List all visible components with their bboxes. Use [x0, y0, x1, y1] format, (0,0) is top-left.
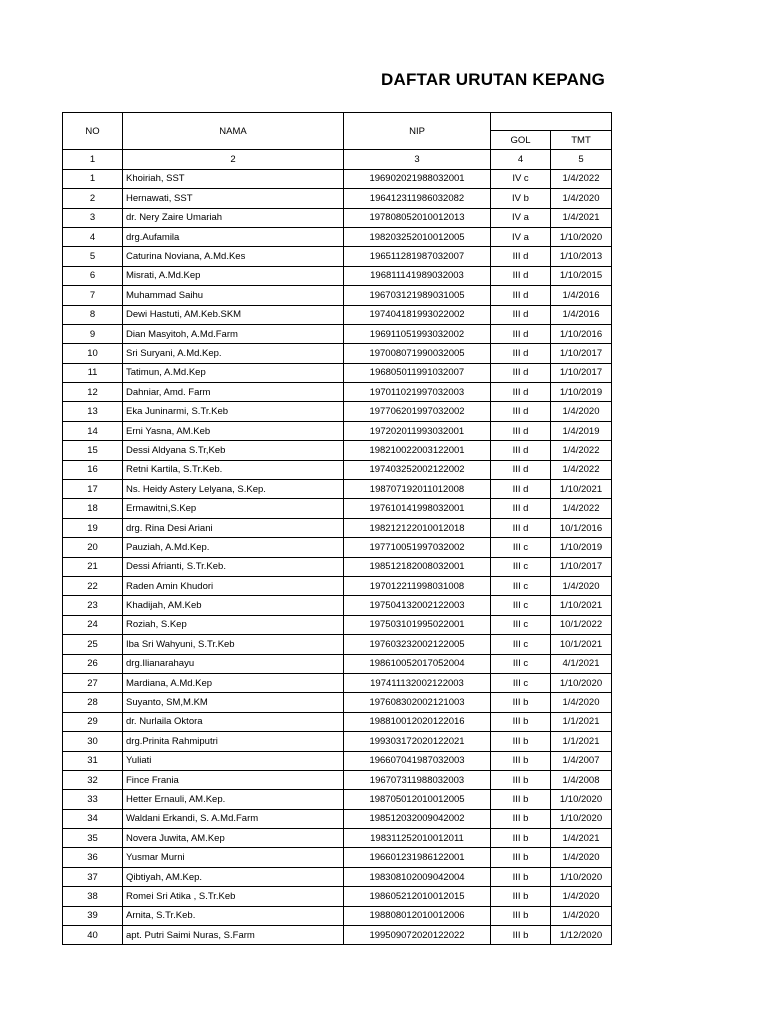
row-gol: III b	[491, 887, 551, 906]
row-nip: 196911051993032002	[344, 324, 491, 343]
row-nip: 198707192011012008	[344, 480, 491, 499]
row-nip: 197808052010012013	[344, 208, 491, 227]
row-nama: Iba Sri Wahyuni, S.Tr.Keb	[123, 635, 344, 654]
row-gol: III d	[491, 363, 551, 382]
table-row	[63, 421, 612, 440]
employee-rank-table	[62, 112, 612, 945]
row-tmt: 1/4/2020	[551, 576, 612, 595]
row-gol: III b	[491, 770, 551, 789]
table-body	[63, 169, 612, 945]
row-nip: 196511281987032007	[344, 247, 491, 266]
row-no: 35	[63, 829, 123, 848]
row-tmt: 1/10/2020	[551, 227, 612, 246]
row-nama: drg.Ilianarahayu	[123, 654, 344, 673]
row-nama: Khadijah, AM.Keb	[123, 596, 344, 615]
row-no: 12	[63, 383, 123, 402]
row-nip: 196707311988032003	[344, 770, 491, 789]
row-nip: 196805011991032007	[344, 363, 491, 382]
row-tmt: 1/4/2020	[551, 906, 612, 925]
row-no: 19	[63, 518, 123, 537]
row-nama: Dewi Hastuti, AM.Keb.SKM	[123, 305, 344, 324]
row-tmt: 1/4/2016	[551, 305, 612, 324]
row-gol: III d	[491, 421, 551, 440]
row-nip: 198212122010012018	[344, 518, 491, 537]
row-tmt: 1/10/2019	[551, 538, 612, 557]
row-nama: Eka Juninarmi, S.Tr.Keb	[123, 402, 344, 421]
row-tmt: 1/10/2019	[551, 383, 612, 402]
row-nip: 197202011993032001	[344, 421, 491, 440]
row-nama: Hernawati, SST	[123, 189, 344, 208]
row-nip: 196902021988032001	[344, 169, 491, 188]
row-gol: III c	[491, 596, 551, 615]
row-nip: 196811141989032003	[344, 266, 491, 285]
row-nip: 198311252010012011	[344, 829, 491, 848]
row-gol: III d	[491, 480, 551, 499]
row-tmt: 1/10/2016	[551, 324, 612, 343]
row-gol: III b	[491, 751, 551, 770]
row-nama: Mardiana, A.Md.Kep	[123, 673, 344, 692]
row-tmt: 1/4/2020	[551, 402, 612, 421]
table-row	[63, 208, 612, 227]
row-gol: III b	[491, 809, 551, 828]
table-row	[63, 227, 612, 246]
row-gol: III c	[491, 654, 551, 673]
row-gol: III d	[491, 383, 551, 402]
row-tmt: 1/4/2008	[551, 770, 612, 789]
table-row	[63, 887, 612, 906]
table-row	[63, 305, 612, 324]
table-row	[63, 247, 612, 266]
table-row	[63, 518, 612, 537]
row-no: 15	[63, 441, 123, 460]
row-gol: III c	[491, 615, 551, 634]
row-nip: 197404181993022002	[344, 305, 491, 324]
table-row	[63, 926, 612, 945]
row-gol: III d	[491, 518, 551, 537]
row-gol: III b	[491, 867, 551, 886]
row-no: 8	[63, 305, 123, 324]
row-nama: Novera Juwita, AM.Kep	[123, 829, 344, 848]
row-gol: III d	[491, 499, 551, 518]
row-tmt: 1/10/2021	[551, 596, 612, 615]
row-no: 1	[63, 169, 123, 188]
row-gol: IV a	[491, 227, 551, 246]
row-gol: III b	[491, 906, 551, 925]
row-no: 11	[63, 363, 123, 382]
row-tmt: 1/10/2020	[551, 809, 612, 828]
table-row	[63, 189, 612, 208]
table-row	[63, 344, 612, 363]
row-nama: Romei Sri Atika , S.Tr.Keb	[123, 887, 344, 906]
row-nip: 198605212010012015	[344, 887, 491, 906]
header-no: NO	[63, 113, 123, 150]
row-tmt: 10/1/2021	[551, 635, 612, 654]
column-number: 4	[491, 150, 551, 169]
row-tmt: 1/4/2020	[551, 848, 612, 867]
row-gol: IV c	[491, 169, 551, 188]
row-nama: Raden Amin Khudori	[123, 576, 344, 595]
row-gol: III d	[491, 402, 551, 421]
column-number: 5	[551, 150, 612, 169]
table-row	[63, 809, 612, 828]
row-no: 5	[63, 247, 123, 266]
row-tmt: 1/10/2020	[551, 673, 612, 692]
row-tmt: 1/4/2020	[551, 887, 612, 906]
row-no: 25	[63, 635, 123, 654]
header-tmt: TMT	[551, 131, 612, 150]
row-gol: III c	[491, 635, 551, 654]
row-no: 23	[63, 596, 123, 615]
row-gol: III b	[491, 926, 551, 945]
row-tmt: 1/4/2022	[551, 499, 612, 518]
row-no: 40	[63, 926, 123, 945]
column-number: 2	[123, 150, 344, 169]
row-no: 6	[63, 266, 123, 285]
table-row	[63, 615, 612, 634]
header-gol: GOL	[491, 131, 551, 150]
table-row	[63, 712, 612, 731]
row-no: 26	[63, 654, 123, 673]
row-gol: III d	[491, 247, 551, 266]
row-no: 21	[63, 557, 123, 576]
row-nip: 197608302002121003	[344, 693, 491, 712]
row-no: 20	[63, 538, 123, 557]
row-no: 14	[63, 421, 123, 440]
header-nama: NAMA	[123, 113, 344, 150]
table-row	[63, 829, 612, 848]
table-row	[63, 286, 612, 305]
row-nip: 198512182008032001	[344, 557, 491, 576]
row-nama: Dessi Aldyana S.Tr,Keb	[123, 441, 344, 460]
row-nama: Tatimun, A.Md.Kep	[123, 363, 344, 382]
table-row	[63, 906, 612, 925]
row-no: 7	[63, 286, 123, 305]
row-nip: 198808012010012006	[344, 906, 491, 925]
row-nama: Muhammad Saihu	[123, 286, 344, 305]
table-row	[63, 848, 612, 867]
row-nama: dr. Nery Zaire Umariah	[123, 208, 344, 227]
column-number: 3	[344, 150, 491, 169]
row-no: 16	[63, 460, 123, 479]
row-nama: apt. Putri Saimi Nuras, S.Farm	[123, 926, 344, 945]
row-no: 30	[63, 732, 123, 751]
row-gol: III d	[491, 324, 551, 343]
row-tmt: 1/4/2007	[551, 751, 612, 770]
row-nama: Roziah, S.Kep	[123, 615, 344, 634]
row-tmt: 10/1/2016	[551, 518, 612, 537]
row-gol: III b	[491, 829, 551, 848]
row-no: 10	[63, 344, 123, 363]
table-row	[63, 635, 612, 654]
row-gol: III d	[491, 286, 551, 305]
row-nama: drg.Aufamila	[123, 227, 344, 246]
row-nama: Yusmar Murni	[123, 848, 344, 867]
table-row	[63, 867, 612, 886]
row-nip: 197503101995022001	[344, 615, 491, 634]
header-nip: NIP	[344, 113, 491, 150]
table-row	[63, 383, 612, 402]
row-no: 29	[63, 712, 123, 731]
row-tmt: 1/10/2021	[551, 480, 612, 499]
row-nip: 198512032009042002	[344, 809, 491, 828]
row-nip: 197504132002122003	[344, 596, 491, 615]
row-gol: III d	[491, 460, 551, 479]
header-pangkat-group	[491, 113, 612, 131]
row-no: 31	[63, 751, 123, 770]
row-tmt: 1/4/2019	[551, 421, 612, 440]
table-row	[63, 790, 612, 809]
row-gol: III b	[491, 712, 551, 731]
row-tmt: 1/10/2017	[551, 557, 612, 576]
row-tmt: 1/1/2021	[551, 732, 612, 751]
row-nip: 198210022003122001	[344, 441, 491, 460]
row-no: 34	[63, 809, 123, 828]
row-nip: 197403252002122002	[344, 460, 491, 479]
row-gol: III d	[491, 266, 551, 285]
row-nip: 199303172020122021	[344, 732, 491, 751]
row-tmt: 1/4/2016	[551, 286, 612, 305]
row-nip: 197706201997032002	[344, 402, 491, 421]
row-nip: 196412311986032082	[344, 189, 491, 208]
row-nama: Retni Kartila, S.Tr.Keb.	[123, 460, 344, 479]
row-no: 38	[63, 887, 123, 906]
row-tmt: 1/10/2013	[551, 247, 612, 266]
row-nama: Khoiriah, SST	[123, 169, 344, 188]
row-gol: III c	[491, 576, 551, 595]
row-tmt: 1/10/2020	[551, 790, 612, 809]
row-gol: III d	[491, 344, 551, 363]
row-no: 17	[63, 480, 123, 499]
table-row	[63, 654, 612, 673]
row-nip: 199509072020122022	[344, 926, 491, 945]
table-row	[63, 673, 612, 692]
row-nip: 197011021997032003	[344, 383, 491, 402]
table-row	[63, 266, 612, 285]
row-tmt: 10/1/2022	[551, 615, 612, 634]
table-row	[63, 499, 612, 518]
row-nip: 198610052017052004	[344, 654, 491, 673]
table-row	[63, 441, 612, 460]
table-row	[63, 402, 612, 421]
row-nip: 197610141998032001	[344, 499, 491, 518]
row-nama: Ns. Heidy Astery Lelyana, S.Kep.	[123, 480, 344, 499]
row-tmt: 1/4/2022	[551, 169, 612, 188]
row-nama: Misrati, A.Md.Kep	[123, 266, 344, 285]
row-nip: 198203252010012005	[344, 227, 491, 246]
table-row	[63, 732, 612, 751]
row-nip: 197012211998031008	[344, 576, 491, 595]
row-no: 18	[63, 499, 123, 518]
row-no: 9	[63, 324, 123, 343]
row-gol: III c	[491, 557, 551, 576]
row-gol: III d	[491, 441, 551, 460]
row-nip: 198705012010012005	[344, 790, 491, 809]
row-nama: Arnita, S.Tr.Keb.	[123, 906, 344, 925]
row-no: 32	[63, 770, 123, 789]
row-tmt: 1/4/2020	[551, 693, 612, 712]
row-nama: dr. Nurlaila Oktora	[123, 712, 344, 731]
row-nama: Erni Yasna, AM.Keb	[123, 421, 344, 440]
header-row-top	[63, 113, 612, 131]
row-no: 39	[63, 906, 123, 925]
row-tmt: 1/4/2021	[551, 208, 612, 227]
row-tmt: 1/1/2021	[551, 712, 612, 731]
row-gol: III b	[491, 790, 551, 809]
row-tmt: 1/4/2022	[551, 441, 612, 460]
row-gol: III b	[491, 848, 551, 867]
row-tmt: 1/10/2020	[551, 867, 612, 886]
row-nip: 197603232002122005	[344, 635, 491, 654]
row-gol: IV b	[491, 189, 551, 208]
row-gol: III b	[491, 693, 551, 712]
row-nip: 197008071990032005	[344, 344, 491, 363]
row-no: 4	[63, 227, 123, 246]
row-tmt: 4/1/2021	[551, 654, 612, 673]
table-row	[63, 576, 612, 595]
document-title: DAFTAR URUTAN KEPANG	[381, 70, 606, 89]
row-nama: Dahniar, Amd. Farm	[123, 383, 344, 402]
row-nip: 198810012020122016	[344, 712, 491, 731]
row-nama: Waldani Erkandi, S. A.Md.Farm	[123, 809, 344, 828]
row-nip: 196703121989031005	[344, 286, 491, 305]
row-nama: Pauziah, A.Md.Kep.	[123, 538, 344, 557]
table-row	[63, 538, 612, 557]
row-tmt: 1/10/2017	[551, 363, 612, 382]
row-nama: Yuliati	[123, 751, 344, 770]
row-nama: Fince Frania	[123, 770, 344, 789]
row-no: 33	[63, 790, 123, 809]
row-nip: 197710051997032002	[344, 538, 491, 557]
row-nama: Hetter Ernauli, AM.Kep.	[123, 790, 344, 809]
row-tmt: 1/12/2020	[551, 926, 612, 945]
row-gol: III c	[491, 673, 551, 692]
row-no: 13	[63, 402, 123, 421]
row-no: 2	[63, 189, 123, 208]
row-tmt: 1/4/2020	[551, 189, 612, 208]
row-nama: Dessi Afrianti, S.Tr.Keb.	[123, 557, 344, 576]
row-nama: Suyanto, SM,M.KM	[123, 693, 344, 712]
row-gol: III d	[491, 305, 551, 324]
row-tmt: 1/4/2022	[551, 460, 612, 479]
row-gol: III c	[491, 538, 551, 557]
row-nama: drg.Prinita Rahmiputri	[123, 732, 344, 751]
row-nama: Ermawitni,S.Kep	[123, 499, 344, 518]
row-nama: drg. Rina Desi Ariani	[123, 518, 344, 537]
column-number-row	[63, 150, 612, 169]
table-row	[63, 324, 612, 343]
row-gol: III b	[491, 732, 551, 751]
row-no: 28	[63, 693, 123, 712]
table-row	[63, 693, 612, 712]
table-row	[63, 363, 612, 382]
row-nip: 198308102009042004	[344, 867, 491, 886]
row-no: 27	[63, 673, 123, 692]
table-row	[63, 770, 612, 789]
row-no: 22	[63, 576, 123, 595]
row-nip: 197411132002122003	[344, 673, 491, 692]
table-row	[63, 169, 612, 188]
row-no: 3	[63, 208, 123, 227]
table-row	[63, 460, 612, 479]
table-row	[63, 751, 612, 770]
row-tmt: 1/10/2015	[551, 266, 612, 285]
table-row	[63, 557, 612, 576]
row-nip: 196601231986122001	[344, 848, 491, 867]
row-no: 36	[63, 848, 123, 867]
row-nip: 196607041987032003	[344, 751, 491, 770]
table-row	[63, 480, 612, 499]
row-tmt: 1/10/2017	[551, 344, 612, 363]
row-nama: Sri Suryani, A.Md.Kep.	[123, 344, 344, 363]
row-nama: Qibtiyah, AM.Kep.	[123, 867, 344, 886]
row-tmt: 1/4/2021	[551, 829, 612, 848]
row-nama: Caturina Noviana, A.Md.Kes	[123, 247, 344, 266]
row-no: 37	[63, 867, 123, 886]
table-row	[63, 596, 612, 615]
row-nama: Dian Masyitoh, A.Md.Farm	[123, 324, 344, 343]
column-number: 1	[63, 150, 123, 169]
row-gol: IV a	[491, 208, 551, 227]
row-no: 24	[63, 615, 123, 634]
